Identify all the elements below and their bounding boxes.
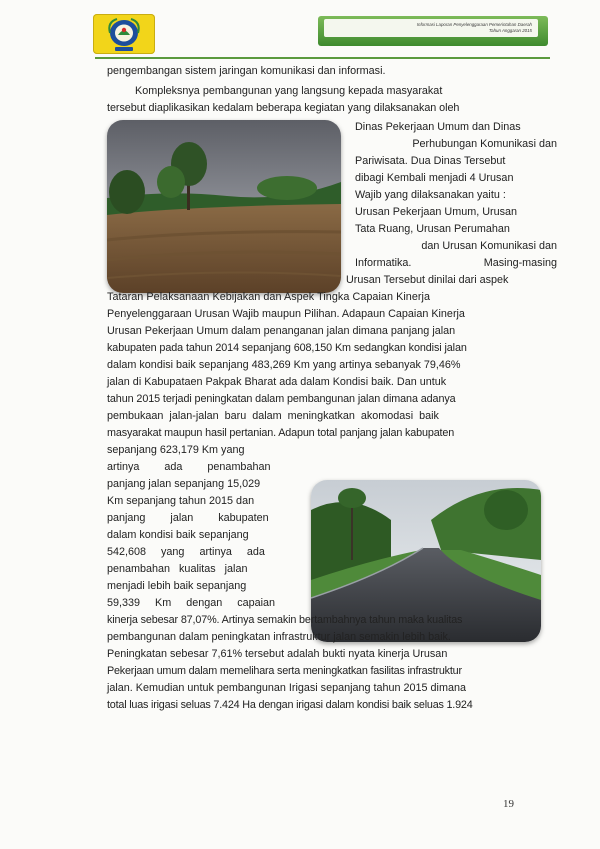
text-line: 542,608 yang artinya ada [107, 546, 265, 558]
text-line: tahun 2015 terjadi peningkatan dalam pembangunan jalan dimana adanya [107, 393, 456, 405]
text-line: kabupaten pada tahun 2014 sepanjang 608,150 Km sedangkan kondisi jalan [107, 342, 467, 354]
text-line: Pekerjaan umum dalam memelihara serta meningkatkan fasilitas infrastruktur [107, 665, 462, 677]
text-line: Km sepanjang tahun 2015 dan [107, 495, 255, 507]
text-line: jalan di Kabupataen Pakpak Bharat ada dalam Kondisi baik. Dan untuk [107, 376, 447, 388]
text-line: kinerja sebesar 87,07%. Artinya semakin bertambahnya tahun maka kualitas [107, 614, 463, 626]
header-divider [95, 57, 550, 59]
regency-logo [93, 14, 155, 54]
text-line: Tataran Pelaksanaan Kebijakan dan Aspek Tingka Capaian Kinerja [107, 291, 431, 303]
text-line: Dinas Pekerjaan Umum dan Dinas [355, 121, 521, 133]
text-line: artinya ada penambahan [107, 461, 271, 473]
text-line: panjang jalan kabupaten [107, 512, 269, 524]
text-line: pembukaan jalan-jalan baru dalam meningkatkan akomodasi baik [107, 410, 439, 422]
text-line: Wajib yang dilaksanakan yaitu : [355, 189, 506, 201]
text-line: total luas irigasi seluas 7.424 Ha dengan irigasi dalam kondisi baik seluas 1.924 [107, 699, 473, 711]
page-number: 19 [503, 798, 514, 810]
header-title: Informasi Laporan Penyelenggaraan Pemerintahan Daerah [416, 22, 532, 27]
report-header-band [318, 16, 548, 46]
text-line: 59,339 Km dengan capaian [107, 597, 276, 609]
text-line: Perhubungan Komunikasi dan [412, 138, 557, 150]
photo-land-clearing [107, 120, 341, 293]
header-subtitle: Tahun Anggaran 2015 [488, 27, 532, 33]
text-line: dan Urusan Komunikasi dan [421, 240, 557, 252]
text-line: Penyelenggaraan Urusan Wajib maupun Pilihan. Adapaun Capaian Kinerja [107, 308, 465, 320]
text-line: Tata Ruang, Urusan Perumahan [355, 223, 510, 235]
text-line: masyarakat maupun hasil pertanian. Adapun total panjang jalan kabupaten [107, 427, 455, 439]
text-line: sepanjang 623,179 Km yang [107, 444, 245, 456]
text-line: Kompleksnya pembangunan yang langsung kepada masyarakat [135, 85, 443, 97]
text-line: panjang jalan sepanjang 15,029 [107, 478, 261, 490]
text-line: Peningkatan sebesar 7,61% tersebut adalah bukti nyata kinerja Urusan [107, 648, 448, 660]
text-line: menjadi lebih baik sepanjang [107, 580, 247, 592]
text-line: Urusan Pekerjaan Umum, Urusan [355, 206, 518, 218]
text-line: pengembangan sistem jaringan komunikasi dan informasi. [107, 65, 386, 77]
text-line: tersebut diaplikasikan kedalam beberapa kegiatan yang dilaksanakan oleh [107, 102, 460, 114]
text-line: dibagi Kembali menjadi 4 Urusan [355, 172, 514, 184]
text-line: dalam kondisi baik sepanjang 483,269 Km yang artinya sebanyak 79,46% [107, 359, 461, 371]
text-line: dalam kondisi baik sepanjang [107, 529, 249, 541]
text-line: Informatika. Masing-masing [355, 257, 557, 269]
text-line: jalan. Kemudian untuk pembangunan Irigasi sepanjang tahun 2015 dimana [107, 682, 466, 694]
text-line: Urusan Pekerjaan Umum dalam penanganan jalan dimana panjang jalan [107, 325, 456, 337]
text-line: Pariwisata. Dua Dinas Tersebut [355, 155, 506, 167]
text-line: Urusan Tersebut dinilai dari aspek [346, 274, 509, 286]
text-line: pembangunan dalam peningkatan infrastruktur jalan semakin lebih baik. [107, 631, 451, 643]
text-line: penambahan kualitas jalan [107, 563, 248, 575]
